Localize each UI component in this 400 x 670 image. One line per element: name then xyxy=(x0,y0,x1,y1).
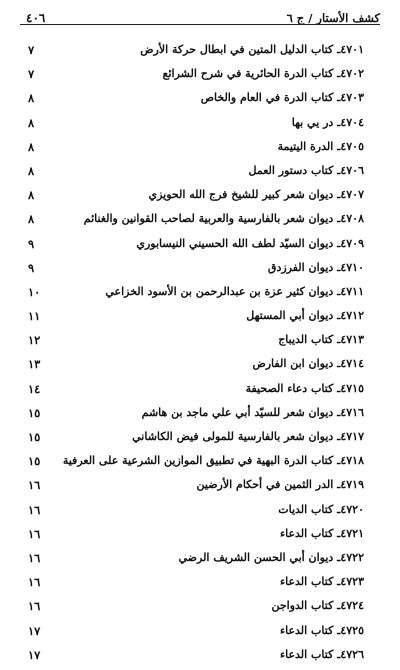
index-entry xyxy=(24,476,376,500)
running-title: كشف الأستار / ج ٦ xyxy=(286,11,380,25)
entry-text-group xyxy=(246,309,364,322)
entry-page-ref: ١٦ xyxy=(28,526,41,541)
entry-page-ref: ١٦ xyxy=(28,478,41,493)
entry-title: ـ كتاب الدرة الحائرية في شرح الشرائع xyxy=(162,67,341,81)
entry-number: ٤٧٢٣ xyxy=(340,575,364,589)
entry-number: ٤٧٠٨ xyxy=(340,212,364,226)
entry-page-ref: ١٣ xyxy=(28,357,41,372)
entry-number: ٤٧١٢ xyxy=(340,309,364,323)
entry-number: ٤٧١٦ xyxy=(340,405,364,419)
index-entry xyxy=(24,114,376,138)
entry-title: ـ الدر الثمين في أحكام الأرضين xyxy=(196,478,341,492)
entry-title: ـ كتاب الدليل المتين في ابطال حركة الأرض xyxy=(140,43,341,56)
entry-number: ٤٧١٩ xyxy=(340,478,364,492)
entry-text-group xyxy=(280,624,364,637)
entry-page-ref: ١٥ xyxy=(28,454,41,469)
entry-page-ref: ٨ xyxy=(28,139,35,154)
entry-page-ref: ١٥ xyxy=(28,430,41,444)
entry-title: ـ كتاب الدعاء xyxy=(279,575,341,589)
entry-number: ٤٧١٥ xyxy=(340,381,364,395)
index-entry xyxy=(24,452,376,476)
entry-title: ـ ديوان شعر بالفارسية للمولى فيض الكاشاني xyxy=(132,430,341,443)
entry-title: ـ ديوان أبي المستهل xyxy=(246,309,341,323)
entry-text-group xyxy=(271,599,364,612)
entry-page-ref: ١٥ xyxy=(28,405,41,420)
entry-text-group xyxy=(140,43,364,56)
index-entry xyxy=(24,355,376,379)
entry-number: ٤٧١٧ xyxy=(340,430,364,443)
index-entry xyxy=(24,597,376,621)
index-entry xyxy=(24,549,376,573)
entry-page-ref: ٨ xyxy=(28,188,35,203)
entry-text-group xyxy=(84,212,364,225)
entry-number: ٤٧٠٧ xyxy=(340,188,364,202)
entry-number: ٤٧٠٦ xyxy=(340,163,364,177)
entry-title: ـ كتاب الديات xyxy=(278,502,341,516)
index-entry xyxy=(24,89,376,113)
entry-title: ـ ديوان ابن الفارض xyxy=(252,357,341,371)
entry-title: ـ ديوان السيّد لطف الله الحسيني النيسابوري xyxy=(136,236,341,250)
entry-title: ـ كتاب الدرة البهية في تطبيق الموازين الشرعية على العرفية xyxy=(62,454,341,468)
entry-text-group xyxy=(252,357,364,370)
entry-text-group xyxy=(278,503,364,516)
entry-title: ـ ديوان أبي الحسن الشريف الرضي xyxy=(178,550,341,564)
entry-text-group xyxy=(163,67,364,80)
entry-number: ٤٧٠٥ xyxy=(340,139,364,153)
entry-page-ref: ١٧ xyxy=(28,647,41,662)
index-entry xyxy=(24,380,376,404)
entry-title: ـ ديوان كثير عزة بن عبدالرحمن بن الأسود الخزاعي xyxy=(105,284,341,298)
index-entry xyxy=(24,138,376,162)
entry-page-ref: ٨ xyxy=(28,115,35,130)
entry-page-ref: ٧ xyxy=(28,43,35,57)
entry-text-group xyxy=(249,164,364,177)
entry-number: ٤٧٢٦ xyxy=(340,647,364,661)
index-entry xyxy=(24,41,376,65)
entry-title: ـ كتاب دعاء الصحيفة xyxy=(245,381,341,395)
entry-page-ref: ١٦ xyxy=(28,550,41,565)
entry-number: ٤٧١١ xyxy=(340,284,364,298)
entry-number: ٤٧١٣ xyxy=(340,333,364,347)
entry-text-group xyxy=(148,188,364,201)
entry-text-group xyxy=(280,527,364,540)
entry-page-ref: ١٧ xyxy=(28,623,41,638)
entry-page-ref: ١٤ xyxy=(28,381,41,396)
entry-text-group xyxy=(280,575,364,588)
entry-number: ٤٧٠٤ xyxy=(340,115,364,129)
entry-text-group xyxy=(292,116,364,129)
index-entry xyxy=(24,331,376,355)
index-entry xyxy=(24,65,376,89)
entry-page-ref: ١٦ xyxy=(28,575,41,590)
index-list xyxy=(24,41,376,670)
index-entry xyxy=(24,525,376,549)
entry-title: ـ كتاب الدرة في العام والخاص xyxy=(200,91,341,105)
page-number: ٤٠٦ xyxy=(26,11,46,25)
entry-title: ـ الدرة اليتيمة xyxy=(277,139,341,153)
page-header xyxy=(20,8,380,28)
entry-title: ـ كتاب دستور العمل xyxy=(248,163,341,177)
entry-number: ٤٧١٠ xyxy=(340,260,364,274)
entry-text-group xyxy=(280,648,364,661)
index-entry xyxy=(24,307,376,331)
entry-page-ref: ١٠ xyxy=(28,284,41,299)
index-entry xyxy=(24,162,376,186)
entry-text-group xyxy=(268,261,364,274)
entry-text-group xyxy=(246,382,364,395)
index-entry xyxy=(24,186,376,210)
index-entry xyxy=(24,210,376,234)
entry-title: ـ كتاب الدعاء xyxy=(279,623,341,637)
entry-text-group xyxy=(132,430,364,443)
header-rule xyxy=(20,24,380,25)
entry-page-ref: ٨ xyxy=(28,212,35,227)
entry-title: ـ ديوان شعر بالفارسية والعربية لصاحب القوانين والغنائم xyxy=(83,212,341,226)
entry-number: ٤٧٢١ xyxy=(340,526,364,540)
entry-page-ref: ٩ xyxy=(28,260,35,275)
entry-page-ref: ١٢ xyxy=(28,333,41,348)
index-entry xyxy=(24,501,376,525)
entry-text-group xyxy=(179,551,365,564)
entry-text-group xyxy=(105,285,364,298)
entry-page-ref: ١٦ xyxy=(28,599,41,614)
entry-text-group xyxy=(142,406,364,419)
entry-number: ٤٧٢٥ xyxy=(340,623,364,637)
index-entry xyxy=(24,573,376,597)
entry-number: ٤٧١٨ xyxy=(340,454,364,468)
index-entry xyxy=(24,283,376,307)
entry-page-ref: ٨ xyxy=(28,91,35,106)
entry-title: ـ ديوان شعر كبير للشيخ فرج الله الحويزي xyxy=(148,188,341,202)
entry-text-group xyxy=(201,91,364,104)
entry-title: ـ كتاب الديباج xyxy=(278,333,341,347)
index-entry xyxy=(24,404,376,428)
entry-text-group xyxy=(278,333,364,346)
entry-page-ref: ١١ xyxy=(28,309,41,324)
entry-text-group xyxy=(63,454,364,467)
entry-number: ٤٧٢٤ xyxy=(340,599,364,613)
entry-title: ـ در يي بها xyxy=(291,115,341,129)
entry-number: ٤٧٢٠ xyxy=(340,502,364,516)
entry-number: ٤٧٢٢ xyxy=(340,550,364,564)
entry-page-ref: ١٦ xyxy=(28,502,41,517)
entry-text-group xyxy=(278,140,364,153)
entry-text-group xyxy=(136,237,364,250)
entry-page-ref: ٨ xyxy=(28,163,35,178)
entry-number: ٤٧١٤ xyxy=(340,357,364,371)
index-entry xyxy=(24,646,376,670)
entry-text-group xyxy=(197,478,364,491)
index-entry xyxy=(24,622,376,646)
entry-title: ـ كتاب الدعاء xyxy=(279,647,341,661)
index-entry xyxy=(24,259,376,283)
entry-title: ـ ديوان شعر للسيّد أبي علي ماجد بن هاشم xyxy=(141,405,341,419)
index-entry xyxy=(24,428,376,452)
entry-number: ٤٧٠٢ xyxy=(340,67,364,81)
entry-number: ٤٧٠٣ xyxy=(340,91,364,105)
entry-number: ٤٧٠٩ xyxy=(340,236,364,250)
entry-title: ـ ديوان الفرزدق xyxy=(267,260,341,274)
entry-page-ref: ٧ xyxy=(28,67,35,82)
index-entry xyxy=(24,235,376,259)
entry-title: ـ كتاب الدواجن xyxy=(271,599,341,613)
entry-title: ـ كتاب الدعاء xyxy=(279,526,341,540)
entry-number: ٤٧٠١ xyxy=(340,43,364,56)
entry-page-ref: ٩ xyxy=(28,236,35,251)
